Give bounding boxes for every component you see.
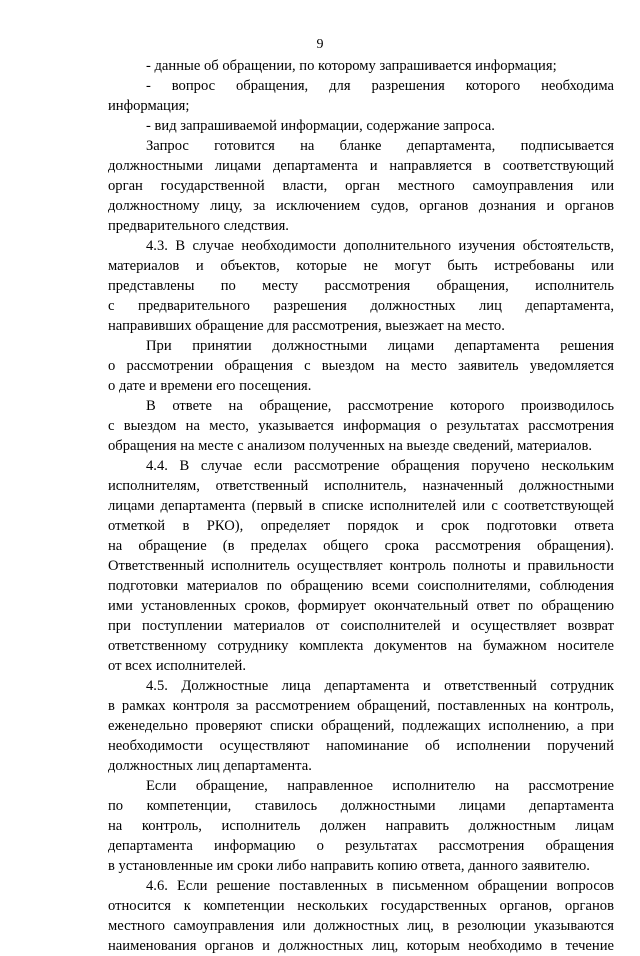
text-line: - данные об обращении, по которому запрашивается информация;	[146, 58, 557, 74]
text-line: должностных лиц департамента.	[108, 758, 312, 774]
text-line: информация;	[108, 98, 190, 114]
document-body	[108, 56, 614, 956]
text-line: ими установленных сроков, формирует окончательный ответ по обращению	[108, 598, 614, 614]
text-line: 4.6. Если решение поставленных в письменном обращении вопросов	[146, 878, 614, 894]
text-line: Если обращение, направленное исполнителю на рассмотрение	[146, 778, 614, 794]
text-line: относится к компетенции нескольких государственных органов, органов	[108, 898, 614, 914]
text-line: материалов и объектов, которые не могут быть истребованы или	[108, 258, 614, 274]
text-line: местного самоуправления или должностных лиц, в резолюции указываются	[108, 918, 614, 934]
text-line: при поступлении материалов от соисполнителей и осуществляет возврат	[108, 618, 614, 634]
text-line: лицами департамента (первый в списке исполнителей или с соответствующей	[108, 498, 614, 514]
text-line: необходимости осуществляют напоминание об исполнении поручений	[108, 738, 614, 754]
text-line: орган государственной власти, орган местного самоуправления или	[108, 178, 614, 194]
text-line: в установленные им сроки либо направить копию ответа, данного заявителю.	[108, 858, 590, 874]
text-line: по компетенции, ставилось должностными лицами департамента	[108, 798, 614, 814]
text-line: в рамках контроля за рассмотрением обращений, поставленных на контроль,	[108, 698, 614, 714]
text-line: предварительного следствия.	[108, 218, 289, 234]
text-line: 4.4. В случае если рассмотрение обращения поручено нескольким	[146, 458, 614, 474]
text-line: наименования органов и должностных лиц, которым необходимо в течение	[108, 938, 614, 954]
text-line: - вопрос обращения, для разрешения которого необходима	[146, 78, 614, 94]
page-number: 9	[316, 37, 324, 52]
text-line: 4.5. Должностные лица департамента и ответственный сотрудник	[146, 678, 614, 694]
text-line: В ответе на обращение, рассмотрение которого производилось	[146, 398, 614, 414]
text-line: на контроль, исполнитель должен направить должностным лицам	[108, 818, 614, 834]
text-line: о дате и времени его посещения.	[108, 378, 312, 394]
text-line: с предварительного разрешения должностных лиц департамента,	[108, 298, 614, 314]
text-line: еженедельно проверяют списки обращений, подлежащих исполнению, а при	[108, 718, 614, 734]
text-line: При принятии должностными лицами департамента решения	[146, 338, 614, 354]
text-line: от всех исполнителей.	[108, 658, 246, 674]
text-line: направивших обращение для рассмотрения, выезжает на место.	[108, 318, 505, 334]
text-line: на обращение (в пределах общего срока рассмотрения обращения).	[108, 538, 614, 554]
text-line: представлены по месту рассмотрения обращения, исполнитель	[108, 278, 614, 294]
text-line: 4.3. В случае необходимости дополнительного изучения обстоятельств,	[146, 238, 614, 254]
text-line: - вид запрашиваемой информации, содержание запроса.	[146, 118, 495, 134]
text-line: ответственному сотруднику комплекта документов на бумажном носителе	[108, 638, 614, 654]
text-line: с выездом на место, указывается информация о результатах рассмотрения	[108, 418, 614, 434]
text-line: должностными лицами департамента и направляется в соответствующий	[108, 158, 614, 174]
text-line: обращения на месте с анализом полученных на выезде сведений, материалов.	[108, 438, 593, 454]
text-line: о рассмотрении обращения с выездом на место заявитель уведомляется	[108, 358, 614, 374]
text-line: должностному лицу, за исключением судов, органов дознания и органов	[108, 198, 614, 214]
text-line: отметкой в РКО), определяет порядок и срок подготовки ответа	[108, 518, 614, 534]
text-line: департамента информацию о результатах рассмотрения обращения	[108, 838, 614, 854]
text-line: исполнителям, ответственный исполнитель, назначенный должностными	[108, 478, 614, 494]
text-line: подготовки материалов по обращению всеми соисполнителями, соблюдения	[108, 578, 614, 594]
text-line: Ответственный исполнитель осуществляет контроль полноты и правильности	[108, 558, 614, 574]
text-line: Запрос готовится на бланке департамента, подписывается	[146, 138, 614, 154]
